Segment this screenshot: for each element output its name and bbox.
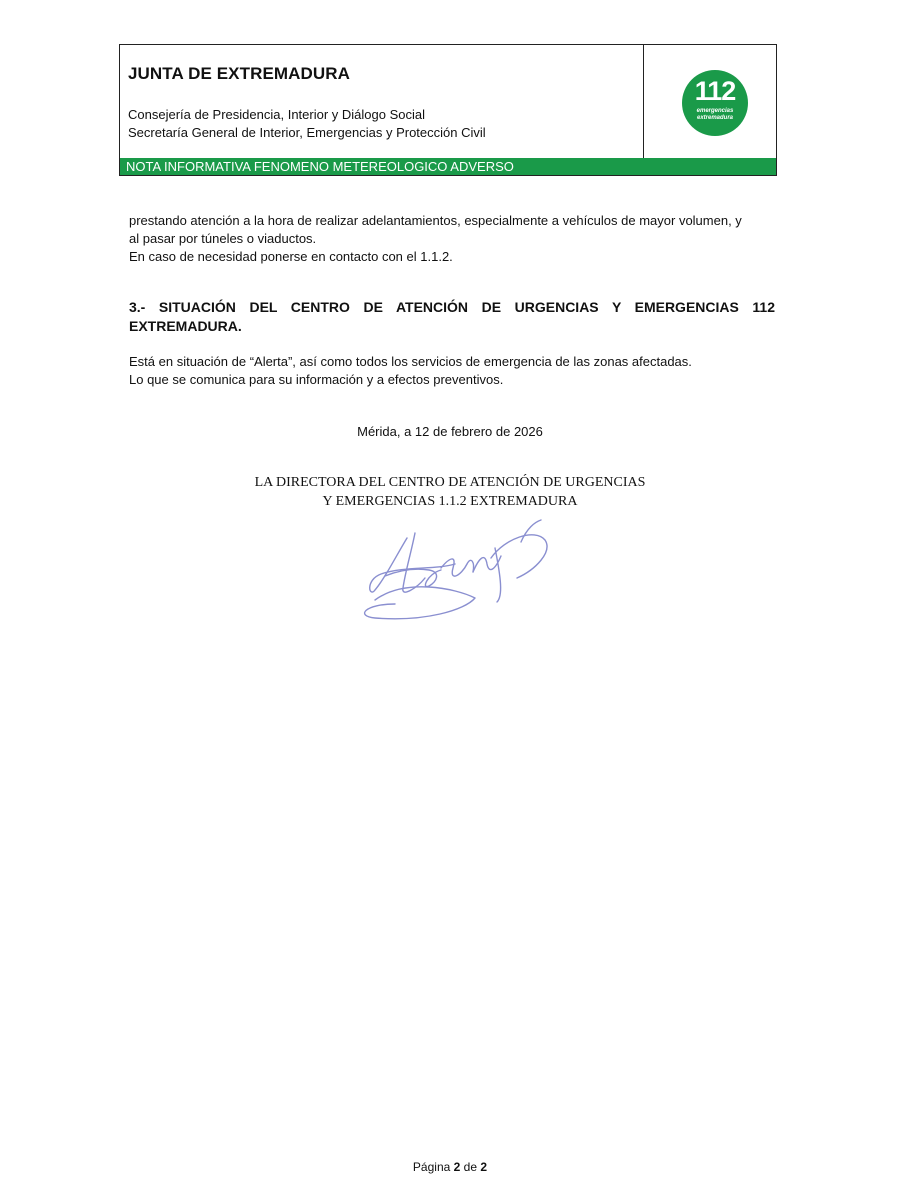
page-label: Página xyxy=(412,1160,451,1174)
header-org-block xyxy=(120,45,644,158)
total-pages-number: 2 xyxy=(480,1160,488,1174)
current-page-number: 2 xyxy=(453,1160,461,1174)
org-title: JUNTA DE EXTREMADURA xyxy=(128,64,351,83)
paragraph-1-line-2: al pasar por túneles o viaductos. xyxy=(129,231,317,246)
emergencias-112-logo xyxy=(682,70,748,136)
paragraph-1-line-1: prestando atención a la hora de realizar adelantamientos, especialmente a vehículos de mayor volumen, y xyxy=(129,213,742,228)
paragraph-contact: En caso de necesidad ponerse en contacto con el 1.1.2. xyxy=(129,249,453,264)
org-department: Consejería de Presidencia, Interior y Diálogo Social xyxy=(128,107,425,122)
logo-number: 112 xyxy=(694,76,736,106)
document-date: Mérida, a 12 de febrero de 2026 xyxy=(357,424,543,439)
header-logo-block xyxy=(644,45,776,158)
paragraph-alert-status: Está en situación de “Alerta”, así como todos los servicios de emergencia de las zonas afectadas. xyxy=(129,354,692,369)
handwritten-signature xyxy=(345,518,555,633)
signatory-title-line-1: LA DIRECTORA DEL CENTRO DE ATENCIÓN DE URGENCIAS xyxy=(254,475,646,490)
section-3-heading: 3.- SITUACIÓN DEL CENTRO DE ATENCIÓN DE URGENCIAS Y EMERGENCIAS 112 xyxy=(129,299,775,315)
section-3-heading-cont: EXTREMADURA. xyxy=(129,318,242,334)
notice-title-bar: NOTA INFORMATIVA FENOMENO METEREOLOGICO ADVERSO xyxy=(120,158,776,175)
logo-subtitle-2: extremadura xyxy=(696,115,734,121)
logo-subtitle-1: emergencias xyxy=(696,108,734,114)
page-footer xyxy=(0,1160,900,1174)
signatory-title-line-2: Y EMERGENCIAS 1.1.2 EXTREMADURA xyxy=(322,494,578,509)
paragraph-closing-note: Lo que se comunica para su información y a efectos preventivos. xyxy=(129,372,504,387)
org-secretariat: Secretaría General de Interior, Emergencias y Protección Civil xyxy=(128,125,486,140)
document-header xyxy=(119,44,777,176)
page-of-label: de xyxy=(463,1160,478,1174)
